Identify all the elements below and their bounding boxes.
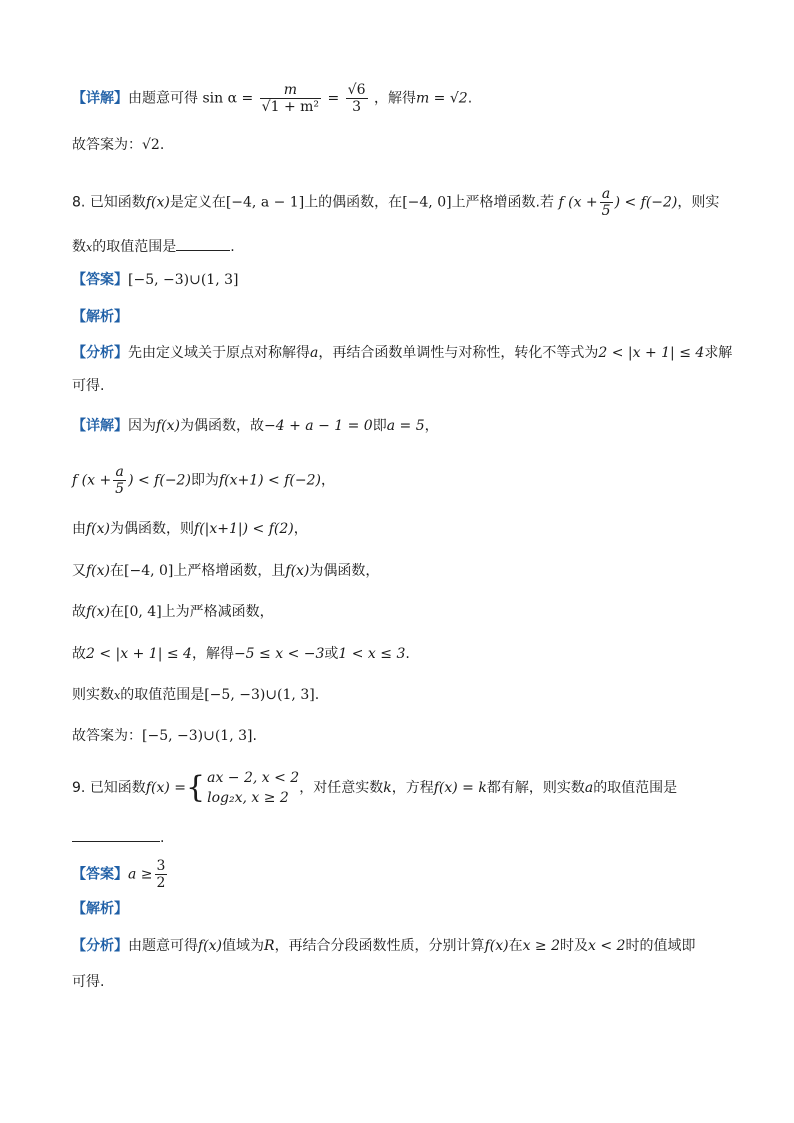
detail-tag: 【详解】 (72, 418, 128, 434)
q8-detail-line2: f (x + $\frac{a}{5}$ ) < f(−2)即为f(x+1) < f(−2)， (72, 464, 335, 497)
q8-detail-line1: 【详解】因为f(x)为偶函数，故−4 + a − 1 = 0即a = 5， (72, 418, 439, 434)
detail-tag: 【详解】 (72, 90, 128, 107)
answer-tag: 【答案】 (72, 866, 128, 883)
q8-detail-line4: 又f(x)在[−4, 0]上严格增函数，且f(x)为偶函数， (72, 563, 380, 579)
fraction: $\frac{3}{2}$ (156, 858, 166, 891)
fenxi-tag: 【分析】 (72, 345, 128, 361)
q9-analysis-line2: 可得. (72, 974, 105, 990)
q8-detail-line7: 则实数x的取值范围是[−5, −3)∪(1, 3]. (72, 687, 320, 703)
q9-stem-line1: 9. 已知函数f(x) ={ ax − 2, x < 2 log₂x, x ≥ 2 ，对任意实数k，方程f(x) = k都有解，则实数a的取值范围是 (72, 770, 678, 806)
p7-detail-line: 【详解】由题意可得 sin α = $\frac{m}{\text{√1 + m²}}$ = $\frac{√6}{3}$ ，解得m = √2. (72, 82, 473, 115)
q9-answer-line: 【答案】a ≥ $\frac{3}{2}$ (72, 858, 166, 891)
fraction: $\frac{a}{5}$ (115, 464, 125, 497)
q8-detail-line8: 故答案为：[−5, −3)∪(1, 3]. (72, 728, 257, 744)
q8-analysis-line2: 可得. (72, 378, 105, 394)
p7-answer-line: 故答案为：√2. (72, 137, 165, 153)
question-number: 9. (72, 780, 86, 796)
analysis-heading-tag: 【解析】 (72, 309, 128, 325)
q8-detail-line5: 故f(x)在[0, 4]上为严格减函数， (72, 604, 274, 620)
answer-tag: 【答案】 (72, 272, 128, 288)
q9-blank-line: . (72, 828, 164, 848)
q9-jiexi-line (72, 899, 128, 919)
fraction: $\frac{√6}{3}$ (347, 82, 366, 115)
q8-answer-line: 【答案】[−5, −3)∪(1, 3] (72, 272, 239, 288)
fenxi-tag: 【分析】 (72, 938, 128, 954)
q9-analysis-line1: 【分析】由题意可得f(x)值域为R，再结合分段函数性质，分别计算f(x)在x ≥ 2时及x < 2时的值域即 (72, 938, 696, 954)
q8-stem-line1: 8. 已知函数f(x)是定义在[−4, a − 1]上的偶函数，在[−4, 0]上严格增函数.若 f (x + $\frac{a}{5}$ ) < f(−2)，则实 (72, 186, 720, 219)
analysis-heading-tag: 【解析】 (72, 901, 128, 917)
q8-stem-line2: 数x的取值范围是 . (72, 239, 235, 255)
piecewise-cases: ax − 2, x < 2 log₂x, x ≥ 2 (207, 770, 300, 806)
fraction: $\frac{m}{\text{√1 + m²}}$ (261, 82, 320, 115)
answer-blank[interactable] (72, 841, 160, 842)
answer-blank[interactable] (176, 250, 230, 251)
q8-detail-line3: 由f(x)为偶函数，则f(|x+1|) < f(2)， (72, 521, 308, 537)
question-number: 8. (72, 194, 86, 211)
fraction: $\frac{a}{5}$ (601, 186, 611, 219)
q8-jiexi-line (72, 307, 128, 327)
left-brace-icon: { (186, 770, 206, 805)
q8-analysis-line1: 【分析】先由定义域关于原点对称解得a，再结合函数单调性与对称性，转化不等式为2 < |x + 1| ≤ 4求解 (72, 345, 733, 361)
q8-detail-line6: 故2 < |x + 1| ≤ 4，解得−5 ≤ x < −3或1 < x ≤ 3. (72, 646, 410, 662)
